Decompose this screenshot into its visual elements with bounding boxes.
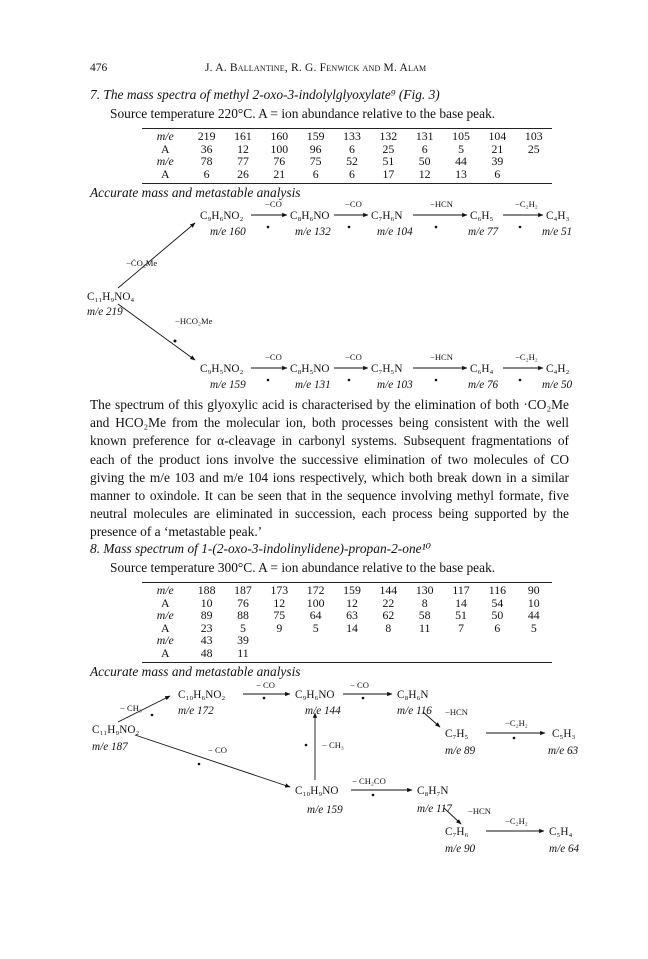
arrow-branch-up (118, 223, 195, 288)
table-cell: 43 (200, 633, 213, 648)
row-label: m/e (156, 608, 174, 623)
page-number: 476 (90, 62, 108, 74)
table-cell: 21 (491, 141, 504, 156)
parent-ion-mz-7: m/e 219 (87, 306, 123, 318)
table-cell: 160 (270, 129, 289, 143)
table-cell: 7 (458, 620, 464, 635)
table-cell: 12 (273, 595, 286, 610)
table-cell: 21 (273, 166, 286, 181)
table-cell: 8 (385, 620, 392, 635)
table-cell: 50 (491, 608, 504, 623)
table-cell: 25 (382, 141, 395, 156)
metastable-dot (348, 226, 351, 229)
metastable-dot (362, 697, 365, 700)
metastable-dot (267, 226, 270, 229)
metastable-dot (513, 737, 516, 740)
ion-144-formula: C₉H₆NO (295, 689, 335, 701)
row-label: A (160, 645, 170, 660)
table-cell: 25 (527, 141, 540, 156)
ion-63-formula: C₅H₃ (552, 728, 576, 740)
bottom-loss-3: −HCN (430, 352, 453, 362)
top-ion-2-mz: m/e 132 (295, 226, 331, 238)
table-cell: 48 (200, 645, 213, 660)
arrow-117-to-90 (444, 808, 461, 824)
ion-172-mz: m/e 172 (178, 705, 214, 717)
table-cell: 39 (491, 154, 504, 169)
loss-ch2co-159: − CH₂CO (352, 776, 386, 786)
ion-89-formula: C₇H₅ (445, 728, 469, 740)
top-ion-4-mz: m/e 77 (468, 226, 499, 238)
metastable-dot (519, 226, 522, 229)
table-cell: 6 (421, 141, 428, 156)
parent-ion-mz-8: m/e 187 (92, 741, 128, 753)
loss-co2me-label: −ĊO₂Me (126, 258, 158, 268)
table-cell: 6 (349, 166, 355, 181)
row-label: m/e (156, 154, 174, 169)
table-cell: 159 (306, 129, 325, 143)
bottom-ion-1-formula: C₉H₅NO₂ (200, 363, 244, 375)
arrow-116-to-89 (423, 712, 440, 727)
table-cell: 116 (488, 583, 506, 597)
table-cell: 78 (200, 154, 213, 169)
table-cell: 6 (203, 166, 210, 181)
ion-144-mz: m/e 144 (305, 705, 341, 717)
table-cell: 44 (527, 608, 540, 623)
table-cell: 5 (312, 620, 319, 635)
table-cell: 5 (530, 620, 537, 635)
ion-117-mz: m/e 117 (417, 803, 452, 815)
bottom-ion-5-mz: m/e 50 (542, 379, 573, 391)
loss-c2h2-89: −C₂H₂ (505, 718, 528, 728)
table-cell: 172 (306, 583, 325, 597)
metastable-dot (151, 714, 154, 717)
top-ion-2-formula: C₈H₆NO (290, 210, 330, 222)
section-8-analysis-title: Accurate mass and metastable analysis (90, 664, 301, 679)
table-cell: 51 (455, 608, 467, 623)
bottom-ion-4-mz: m/e 76 (468, 379, 499, 391)
ion-63-mz: m/e 63 (548, 745, 579, 757)
table-cell: 144 (379, 583, 398, 597)
bottom-ion-2-formula: C₈H₅NO (290, 363, 330, 375)
table-cell: 23 (200, 620, 213, 635)
table-cell: 75 (309, 154, 322, 169)
arrow-187-to-159 (135, 735, 290, 787)
bottom-loss-1: −CO (265, 352, 282, 362)
table-cell: 90 (527, 583, 540, 597)
bottom-ion-3-mz: m/e 103 (377, 379, 413, 391)
table-cell: 10 (527, 595, 540, 610)
section-7-source-temperature: Source temperature 220°C. A = ion abundance relative to the base peak. (110, 106, 496, 121)
table-cell: 36 (200, 141, 213, 156)
table-cell: 63 (346, 608, 358, 623)
table-cell: 159 (343, 583, 361, 597)
table-cell: 75 (273, 608, 286, 623)
table-cell: 54 (491, 595, 504, 610)
table-cell: 89 (200, 608, 213, 623)
table-cell: 77 (237, 154, 249, 169)
ion-89-mz: m/e 89 (445, 745, 476, 757)
loss-hcn-116: −HCN (445, 707, 468, 717)
row-label: A (160, 166, 170, 181)
table-cell: 117 (452, 583, 470, 597)
table-cell: 14 (346, 620, 358, 635)
bottom-loss-4: −C₂H₂ (515, 352, 538, 362)
metastable-dot (198, 763, 201, 766)
parent-ion-formula-8: C₁₁H₉NO₂ (92, 724, 140, 736)
row-label: A (160, 620, 170, 635)
table-cell: 11 (237, 645, 249, 660)
metastable-dot (435, 379, 438, 382)
table-cell: 76 (237, 595, 249, 610)
table-cell: 64 (309, 608, 322, 623)
table-cell: 6 (494, 166, 501, 181)
table-cell: 88 (237, 608, 249, 623)
section-7-heading: 7. The mass spectra of methyl 2-oxo-3-indolylglyoxylate⁹ (Fig. 3) (90, 87, 440, 102)
table-cell: 22 (382, 595, 395, 610)
ion-159-mz: m/e 159 (307, 804, 343, 816)
row-label: m/e (156, 129, 174, 143)
loss-c2h2-90: −C₂H₂ (505, 816, 528, 826)
table-cell: 76 (273, 154, 286, 169)
table-cell: 5 (458, 141, 464, 156)
bottom-ion-2-mz: m/e 131 (295, 379, 331, 391)
ion-90-formula: C₇H₆ (445, 826, 469, 838)
table-cell: 132 (379, 129, 398, 143)
table-cell: 188 (197, 583, 216, 597)
metastable-dot (305, 744, 308, 747)
table-cell: 105 (452, 129, 470, 143)
table-cell: 51 (382, 154, 395, 169)
table-cell: 11 (419, 620, 431, 635)
section-7-analysis-title: Accurate mass and metastable analysis (90, 185, 301, 200)
table-cell: 50 (418, 154, 431, 169)
table-cell: 173 (270, 583, 289, 597)
top-ion-5-formula: C₄H₃ (546, 210, 570, 222)
metastable-dot (267, 379, 270, 382)
top-ion-1-formula: C₉H₆NO₂ (200, 210, 244, 222)
table-cell: 14 (455, 595, 467, 610)
table-cell: 5 (240, 620, 246, 635)
ion-159-formula: C₁₀H₉NO (295, 785, 339, 797)
top-loss-1: −CO (265, 199, 282, 209)
ion-90-mz: m/e 90 (445, 843, 476, 855)
row-label: A (160, 141, 170, 156)
table-cell: 6 (494, 620, 501, 635)
table-cell: 100 (306, 595, 325, 610)
table-cell: 44 (455, 154, 467, 169)
metastable-dot (348, 379, 351, 382)
parent-ion-formula-7: C₁₁H₉NO₄ (87, 291, 135, 303)
section-8-source-temperature: Source temperature 300°C. A = ion abundance relative to the base peak. (110, 560, 496, 575)
table-cell: 8 (421, 595, 428, 610)
table-cell: 103 (524, 129, 543, 143)
table-cell: 133 (343, 129, 361, 143)
table-cell: 131 (415, 129, 434, 143)
table-cell: 6 (312, 166, 319, 181)
top-ion-4-formula: C₆H₅ (470, 210, 494, 222)
top-loss-3: −HCN (430, 199, 453, 209)
table-cell: 17 (382, 166, 395, 181)
row-label: m/e (156, 583, 174, 597)
top-ion-5-mz: m/e 51 (542, 226, 573, 238)
bottom-ion-4-formula: C₆H₄ (470, 363, 494, 375)
loss-co-parent: − CO (208, 745, 227, 755)
ion-116-mz: m/e 116 (397, 705, 432, 717)
table-cell: 62 (382, 608, 395, 623)
bottom-ion-5-formula: C₄H₂ (546, 363, 570, 375)
bottom-ion-1-mz: m/e 159 (210, 379, 246, 391)
top-ion-3-formula: C₇H₆N (371, 210, 403, 222)
table-cell: 13 (455, 166, 467, 181)
running-header-authors: J. A. Ballantine, R. G. Fenwick and M. Alam (205, 62, 427, 74)
table-cell: 100 (270, 141, 289, 156)
row-label: A (160, 595, 170, 610)
table-cell: 12 (418, 166, 431, 181)
top-ion-1-mz: m/e 160 (210, 226, 246, 238)
ion-117-formula: C₈H₇N (417, 785, 449, 797)
table-cell: 12 (237, 141, 249, 156)
ion-64-mz: m/e 64 (549, 843, 580, 855)
table-cell: 104 (488, 129, 507, 143)
table-cell: 58 (418, 608, 431, 623)
bottom-ion-3-formula: C₇H₅N (371, 363, 403, 375)
metastable-dot (519, 379, 522, 382)
loss-hcn-117: −HCN (468, 806, 491, 816)
metastable-dot (174, 340, 177, 343)
table-cell: 96 (309, 141, 322, 156)
table-cell: 161 (234, 129, 252, 143)
arrow-branch-down (118, 304, 195, 360)
top-loss-2: −CO (345, 199, 362, 209)
table-cell: 12 (346, 595, 358, 610)
top-loss-4: −C₂H₂ (515, 199, 538, 209)
row-label: m/e (156, 633, 174, 648)
ion-64-formula: C₅H₄ (549, 826, 573, 838)
table-cell: 187 (234, 583, 252, 597)
table-cell: 130 (415, 583, 434, 597)
ion-172-formula: C₁₀H₆NO₂ (178, 689, 226, 701)
metastable-dot (263, 697, 266, 700)
loss-co-172: − CO (256, 680, 275, 690)
table-cell: 52 (346, 154, 358, 169)
table-cell: 6 (349, 141, 355, 156)
table-cell: 26 (237, 166, 249, 181)
table-cell: 9 (276, 620, 283, 635)
metastable-dot (435, 226, 438, 229)
top-ion-3-mz: m/e 104 (377, 226, 413, 238)
table-cell: 39 (237, 633, 249, 648)
table-cell: 219 (197, 129, 216, 143)
bottom-loss-2: −CO (345, 352, 362, 362)
arrow-187-to-172 (118, 696, 170, 722)
loss-ch3-parent: − CH₃ (120, 703, 142, 713)
loss-ch3-159: − CH₃ (322, 740, 344, 750)
loss-hco2me-label: −HCO₂Me (175, 316, 213, 326)
ion-116-formula: C₈H₆N (397, 689, 429, 701)
loss-co-144: − CO (350, 680, 369, 690)
metastable-dot (372, 794, 375, 797)
section-7-paragraph: The spectrum of this glyoxylic acid is characterised by the elimination of both ·CO₂Me and HCO₂Me from the molecular ion, both processes being consistent with the well known preference for α-cleavage in carbonyl systems. Subsequent fragmentations of each of the product ions involve the successive elimination of two molecules of CO giving the m/e 103 and m/e 104 ions respectively, which both break down in a similar manner to oxindole. It can be seen that in the sequence involving methyl formate, five neutral molecules are eliminated in succession, each process being supported by the presence of a ‘metastable peak.’ (90, 397, 569, 540)
table-cell: 10 (200, 595, 213, 610)
section-8-heading: 8. Mass spectrum of 1-(2-oxo-3-indolinylidene)-propan-2-one¹⁰ (90, 541, 431, 556)
